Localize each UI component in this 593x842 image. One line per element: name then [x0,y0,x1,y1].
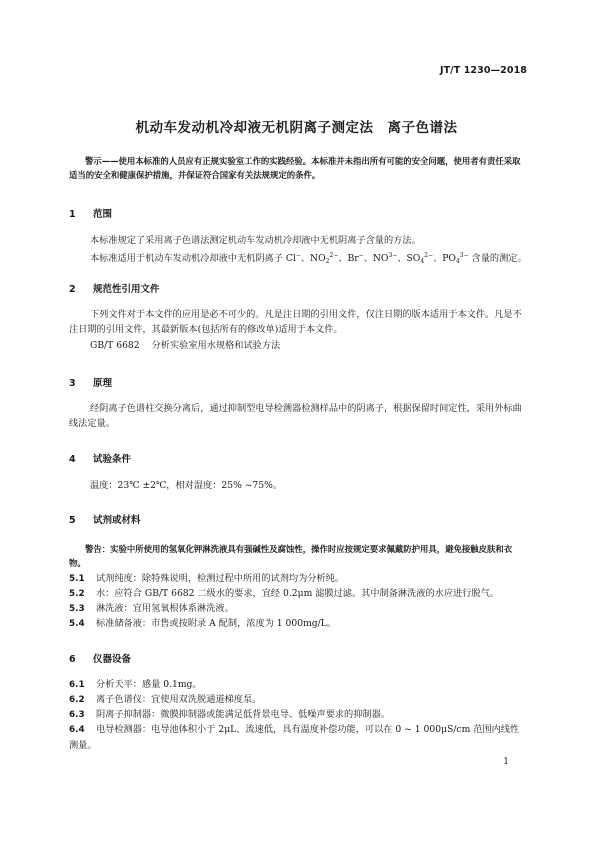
section-heading-principle [69,375,112,389]
test-conditions-paragraph: 温度：23℃ ±2℃，相对湿度：25% ~75%。 [90,480,283,491]
section-heading-test-conditions [69,451,131,465]
list-item [69,707,527,723]
item-text: 电导检测器：电导池体积小于 2μL、流速低，具有温度补偿功能，可以在 0 ~ 1 000μS/cm 范围内线性测量。 [69,724,520,751]
item-number: 5.4 [69,619,85,629]
item-number: 5.1 [69,574,85,584]
item-number: 6.2 [69,695,85,705]
list-item [69,571,527,587]
title-main: 机动车发动机冷却液无机阴离子测定法 [135,120,374,136]
item-number: 5.2 [69,589,85,599]
principle-paragraph: 经阴离子色谱柱交换分离后，通过抑制型电导检测器检测样品中的阴离子，根据保留时间定性，采用外标曲线法定量。 [69,403,522,429]
item-text: 标准储备液：市售或按附录 A 配制，浓度为 1 000mg/L。 [96,618,337,629]
list-item [69,601,527,617]
section-title: 仪器设备 [93,654,132,665]
reference-title: 分析实验室用水规格和试验方法 [151,340,281,351]
list-item [69,677,527,693]
item-text: 试剂纯度：除特殊说明，检测过程中所用的试剂均为分析纯。 [96,573,345,584]
section-number: 4 [69,454,76,465]
document-title [0,116,593,136]
section-number: 3 [69,378,76,389]
reagents-warning: 警告：实验中所使用的氢氧化钾淋洗液具有强碱性及腐蚀性，操作时应按规定要求佩戴防护用具，避免接触皮肤和衣物。 [69,544,513,568]
scope-paragraph-2-suffix: 含量的测定。 [471,253,527,264]
item-number: 6.4 [69,725,85,735]
section-heading-normative-references [69,281,160,295]
item-number: 6.3 [69,710,85,720]
section-title: 试验条件 [93,454,132,465]
section-heading-reagents [69,512,141,526]
section-number: 2 [69,284,76,295]
section-number: 5 [69,515,76,526]
section-title: 原理 [93,378,113,389]
section-title: 规范性引用文件 [93,284,160,295]
list-item [69,616,527,632]
item-text: 阴离子抑制器：微膜抑制器或能满足低背景电导、低噪声要求的抑制器。 [96,709,390,720]
reference-entry [90,338,527,353]
item-text: 分析天平：感量 0.1mg。 [96,679,202,690]
section-title: 试剂或材料 [93,515,141,526]
scope-paragraph-2-text: 本标准适用于机动车发动机冷却液中无机阴离子 Cl [90,253,296,264]
item-number: 5.3 [69,604,85,614]
item-text: 水：应符合 GB/T 6682 二级水的要求，宜经 0.2μm 滤膜过滤。其中制备淋洗液的水应进行脱气。 [96,588,499,599]
item-text: 离子色谱仪：宜使用双洗脱通道梯度泵。 [96,694,262,705]
title-method: 离子色谱法 [387,120,458,136]
references-paragraph: 下列文件对于本文件的应用是必不可少的。凡是注日期的引用文件，仅注日期的版本适用于本文件。凡是不注日期的引用文件，其最新版本(包括所有的修改单)适用于本文件。 [69,309,522,335]
section-heading-scope [69,206,112,220]
list-item [69,722,527,753]
scope-paragraph-2: 本标准适用于机动车发动机冷却液中无机阴离子 Cl−、$NO_2^{2-}$、Br−、$NO^{3-}$、$SO_4^{2-}$、$PO_4^{3-}$ 含量的测定。 [90,252,527,265]
section-title: 范围 [93,209,113,220]
scope-paragraph-1: 本标准规定了采用离子色谱法测定机动车发动机冷却液中无机阴离子含量的方法。 [90,235,421,246]
section-number: 1 [69,209,76,220]
standard-code: JT/T 1230—2018 [439,65,527,76]
item-text: 淋洗液：宜用氢氧根体系淋洗液。 [96,603,234,614]
section-number: 6 [69,654,76,665]
reference-code: GB/T 6682 [90,340,140,351]
list-item [69,586,527,602]
page-number: 1 [503,757,509,767]
safety-warning: 警示——使用本标准的人员应有正规实验室工作的实践经验。本标准并未指出所有可能的安全问题，使用者有责任采取适当的安全和健康保护措施，并保证符合国家有关法规规定的条件。 [69,156,521,180]
list-item [69,692,527,708]
item-number: 6.1 [69,680,85,690]
section-heading-apparatus [69,651,131,665]
